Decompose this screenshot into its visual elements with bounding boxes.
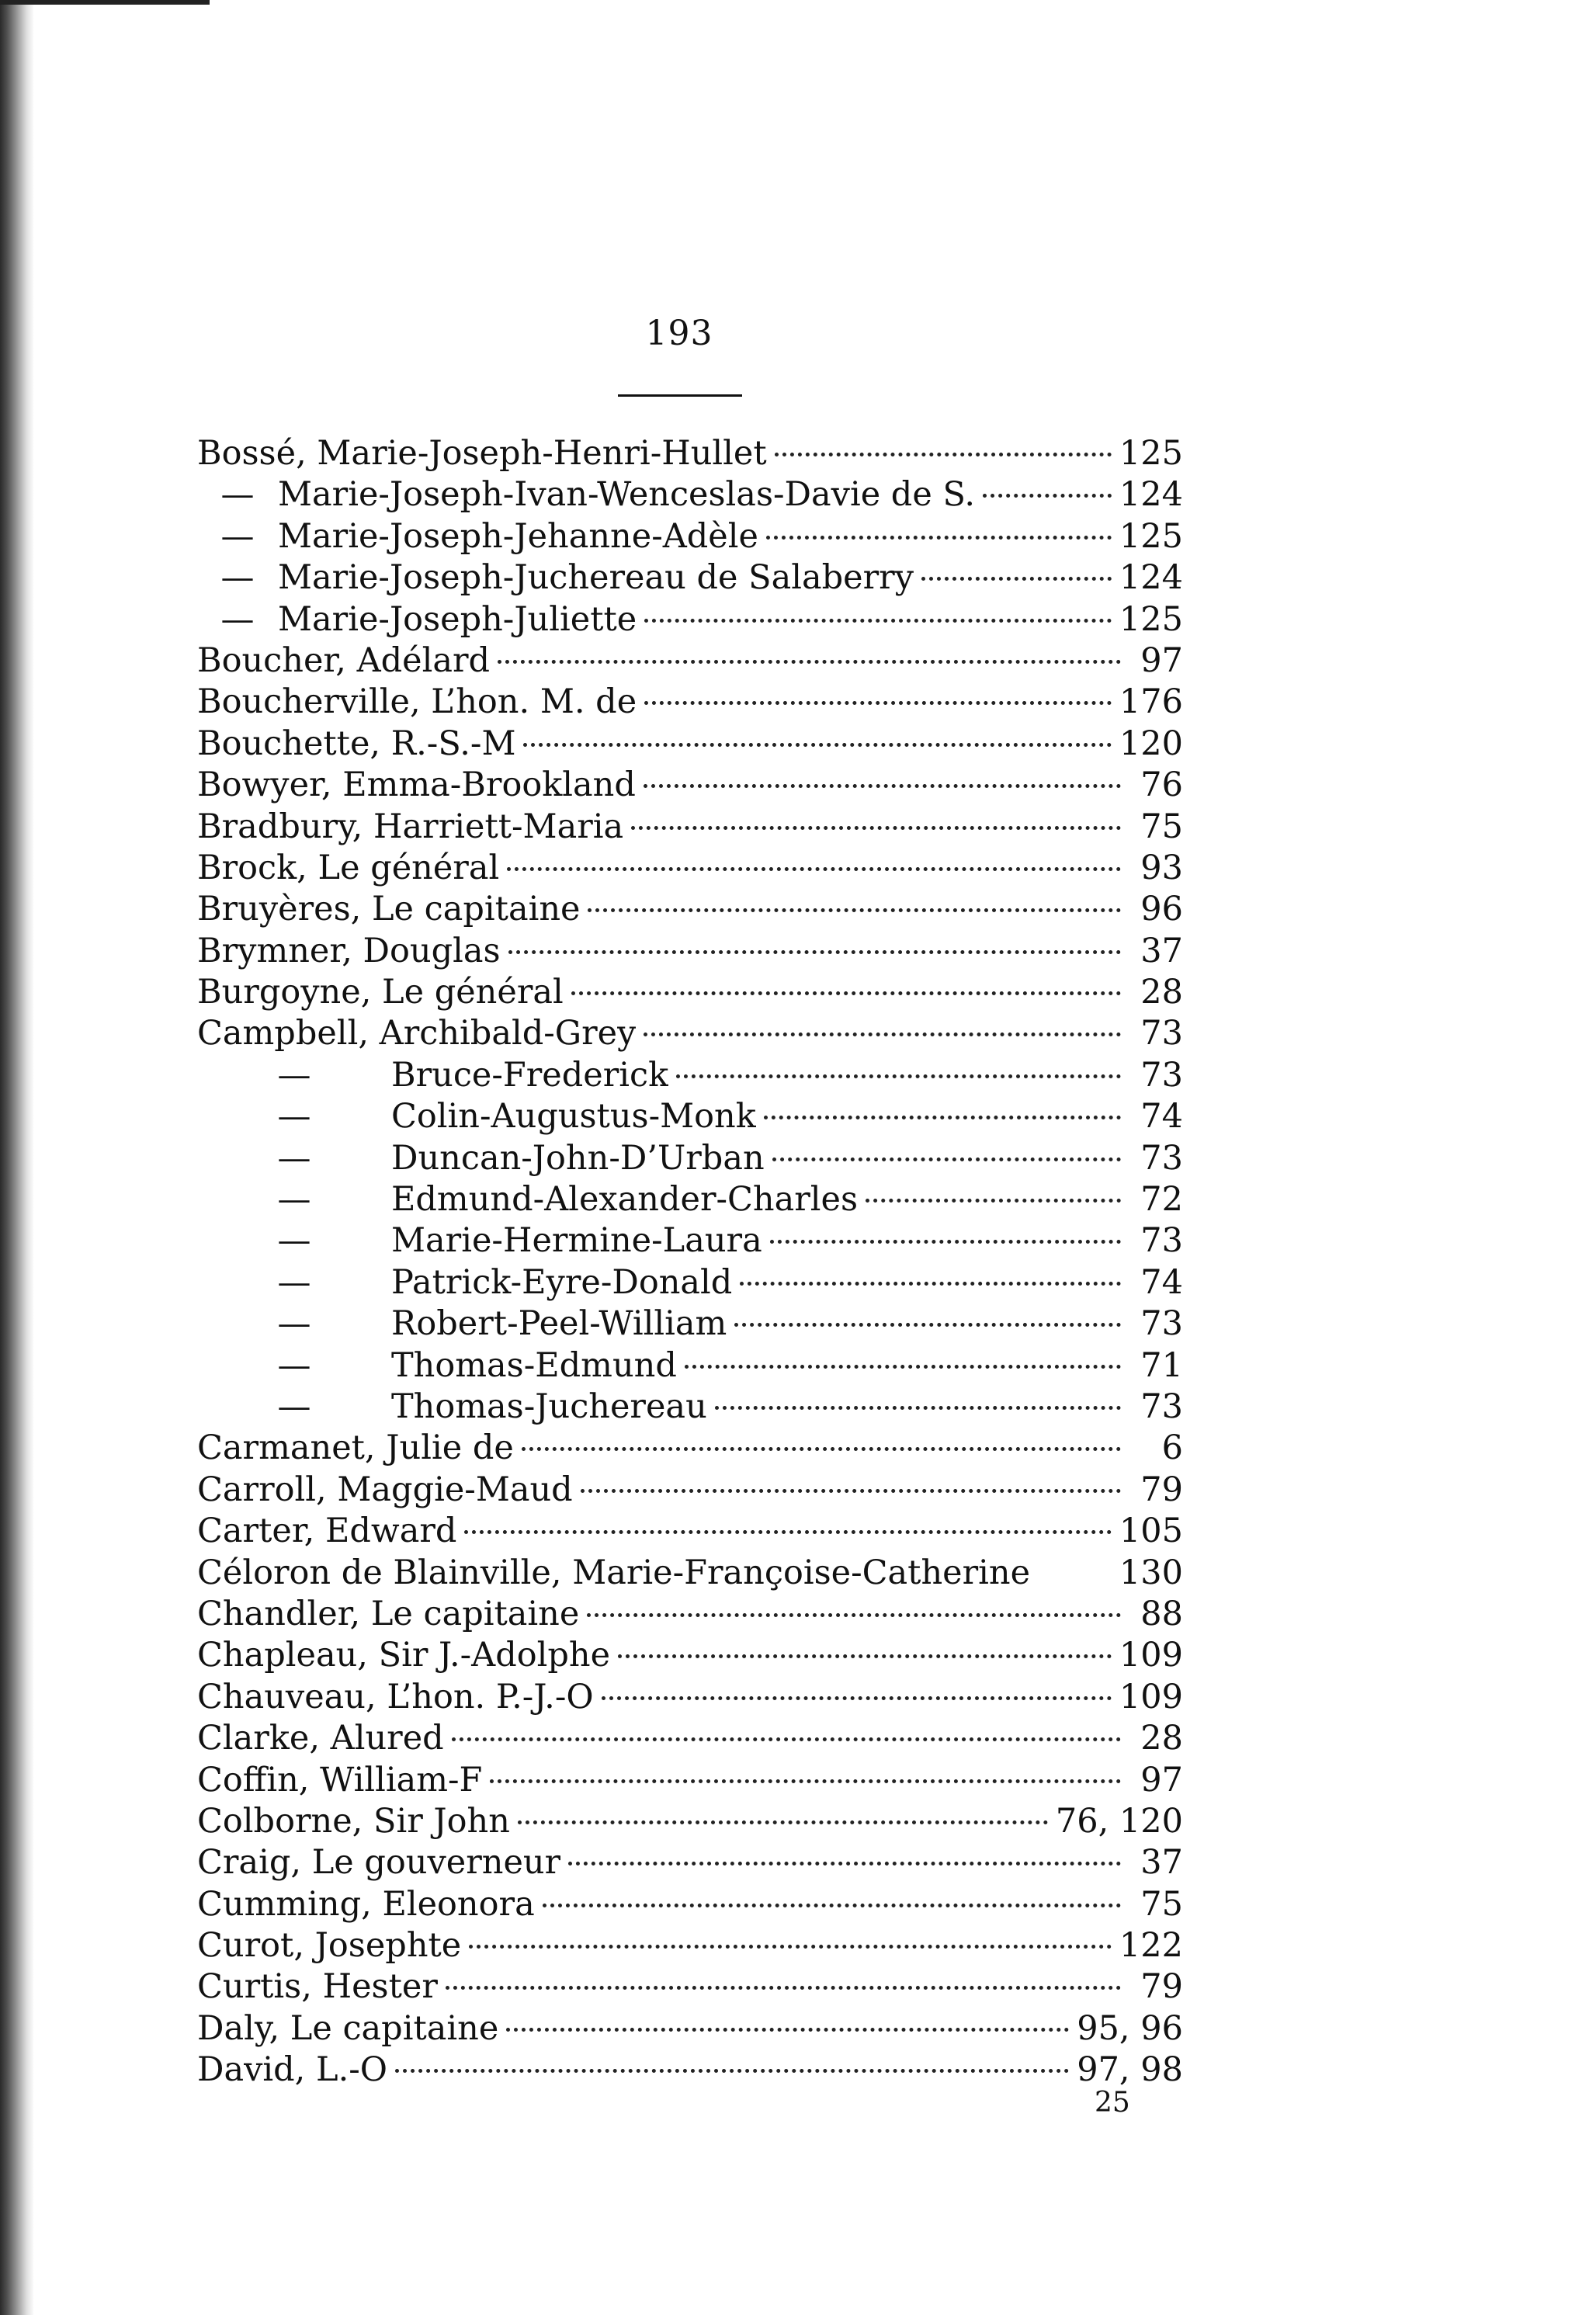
- leader-dots: [507, 867, 1121, 871]
- index-entry: [197, 972, 1183, 1013]
- page-number: 193: [645, 314, 713, 353]
- leader-dots: [734, 1323, 1121, 1327]
- leader-dots: [775, 453, 1112, 456]
- entry-page-number: 109: [1119, 1677, 1183, 1716]
- leader-dots: [446, 1986, 1121, 1990]
- entry-name: Patrick-Eyre-Donald: [391, 1262, 733, 1302]
- ditto-dash: —: [277, 1097, 311, 1137]
- entry-name: Curtis, Hester: [197, 1967, 438, 2007]
- ditto-dash: —: [277, 1138, 311, 1178]
- leader-dots: [571, 991, 1121, 995]
- entry-page-number: 97, 98: [1077, 2050, 1183, 2090]
- leader-dots: [676, 1074, 1121, 1078]
- index-entry: [197, 1801, 1183, 1842]
- leader-dots: [469, 1945, 1112, 1949]
- index-entry: [197, 516, 1183, 557]
- leader-dots: [581, 1489, 1121, 1493]
- entry-page-number: 28: [1140, 1719, 1183, 1758]
- entry-name: Bradbury, Harriett-Maria: [197, 807, 624, 846]
- leader-dots: [588, 908, 1121, 912]
- index-entry: [197, 557, 1183, 599]
- index-entry: [197, 1387, 1183, 1428]
- index-entry: [197, 1842, 1183, 1883]
- leader-dots: [522, 1447, 1121, 1451]
- entry-page-number: 93: [1140, 848, 1183, 887]
- leader-dots: [644, 619, 1112, 623]
- index-entry: [197, 931, 1183, 972]
- entry-page-number: 74: [1140, 1262, 1183, 1302]
- entry-name: Chauveau, L’hon. P.-J.-O: [197, 1677, 594, 1716]
- entry-name: Bruyères, Le capitaine: [197, 890, 581, 929]
- index-entry: [197, 2049, 1183, 2091]
- leader-dots: [490, 1779, 1121, 1783]
- ditto-dash: —: [220, 516, 255, 556]
- leader-dots: [618, 1654, 1112, 1658]
- entry-name: Colborne, Sir John: [197, 1801, 510, 1841]
- ditto-dash: —: [220, 475, 255, 515]
- index-entry: [197, 1138, 1183, 1179]
- entry-page-number: 79: [1140, 1470, 1183, 1509]
- index-entry: [197, 1428, 1183, 1469]
- index-entry: [197, 1013, 1183, 1054]
- leader-dots: [983, 494, 1112, 498]
- entry-page-number: 88: [1140, 1594, 1183, 1633]
- entry-name: Craig, Le gouverneur: [197, 1843, 561, 1883]
- index-entry: [197, 433, 1183, 474]
- entry-page-number: 120: [1119, 724, 1183, 763]
- leader-dots: [523, 743, 1111, 747]
- entry-name: Marie-Joseph-Juliette: [278, 599, 637, 639]
- entry-name: Bowyer, Emma-Brookland: [197, 765, 636, 805]
- entry-page-number: 109: [1119, 1636, 1183, 1675]
- entry-name: Brock, Le général: [197, 848, 500, 887]
- index-entry: [197, 1635, 1183, 1676]
- entry-page-number: 76: [1140, 765, 1183, 805]
- leader-dots: [644, 1033, 1121, 1036]
- entry-page-number: 73: [1140, 1055, 1183, 1095]
- entry-name: Carter, Edward: [197, 1512, 457, 1551]
- entry-page-number: 37: [1140, 1843, 1183, 1883]
- page-top-edge: [0, 0, 210, 5]
- entry-page-number: 76, 120: [1055, 1801, 1183, 1841]
- leader-dots: [644, 784, 1121, 788]
- entry-name: Marie-Hermine-Laura: [391, 1221, 762, 1261]
- index-entry: [197, 765, 1183, 806]
- entry-name: Boucher, Adélard: [197, 640, 491, 680]
- ditto-dash: —: [277, 1387, 311, 1426]
- leader-dots: [740, 1282, 1121, 1286]
- entry-name: David, L.-O: [197, 2050, 388, 2090]
- entry-name: Coffin, William-F: [197, 1760, 483, 1800]
- ditto-dash: —: [277, 1304, 311, 1344]
- entry-page-number: 71: [1140, 1345, 1183, 1385]
- entry-page-number: 96: [1140, 890, 1183, 929]
- leader-dots: [602, 1696, 1112, 1700]
- entry-page-number: 73: [1140, 1387, 1183, 1426]
- entry-name: Marie-Joseph-Ivan-Wenceslas-Davie de S.: [278, 475, 976, 515]
- index-entry: [197, 1884, 1183, 1925]
- leader-dots: [395, 2069, 1069, 2073]
- index-entry: [197, 1925, 1183, 1966]
- entry-name: Chapleau, Sir J.-Adolphe: [197, 1636, 611, 1675]
- entry-name: Marie-Joseph-Juchereau de Salaberry: [278, 558, 914, 598]
- entry-page-number: 79: [1140, 1967, 1183, 2007]
- entry-page-number: 125: [1119, 599, 1183, 639]
- entry-name: Carroll, Maggie-Maud: [197, 1470, 573, 1509]
- entry-page-number: 28: [1140, 973, 1183, 1012]
- entry-name: Brymner, Douglas: [197, 931, 501, 970]
- entry-page-number: 125: [1119, 434, 1183, 473]
- entry-page-number: 73: [1140, 1304, 1183, 1344]
- entry-name: Thomas-Juchereau: [391, 1387, 707, 1426]
- index-entry: [197, 1055, 1183, 1096]
- entry-page-number: 176: [1119, 682, 1183, 722]
- entry-name: Bossé, Marie-Joseph-Henri-Hullet: [197, 434, 767, 473]
- leader-dots: [506, 2028, 1069, 2032]
- entry-name: Chandler, Le capitaine: [197, 1594, 580, 1633]
- entry-page-number: 6: [1161, 1428, 1183, 1468]
- ditto-dash: —: [277, 1180, 311, 1220]
- index-entry: [197, 2008, 1183, 2049]
- entry-page-number: 95, 96: [1077, 2008, 1183, 2048]
- entry-page-number: 105: [1119, 1512, 1183, 1551]
- index-entry: [197, 1718, 1183, 1759]
- entry-name: Campbell, Archibald-Grey: [197, 1014, 637, 1053]
- index-entry: [197, 1677, 1183, 1718]
- entry-page-number: 97: [1140, 1760, 1183, 1800]
- leader-dots: [766, 536, 1112, 540]
- index-entry: [197, 1262, 1183, 1303]
- index-entry: [197, 807, 1183, 848]
- ditto-dash: —: [220, 558, 255, 598]
- entry-page-number: 97: [1140, 640, 1183, 680]
- header-rule: [618, 394, 742, 397]
- entry-page-number: 125: [1119, 516, 1183, 556]
- leader-dots: [508, 950, 1121, 954]
- leader-dots: [498, 660, 1121, 664]
- leader-dots: [715, 1406, 1121, 1410]
- leader-dots: [764, 1116, 1121, 1119]
- ditto-dash: —: [277, 1055, 311, 1095]
- entry-name: Clarke, Alured: [197, 1719, 444, 1758]
- leader-dots: [770, 1240, 1121, 1244]
- leader-dots: [587, 1613, 1121, 1617]
- index-entry: [197, 1220, 1183, 1262]
- entry-page-number: 37: [1140, 931, 1183, 970]
- entry-name: Céloron de Blainville, Marie-Françoise-Catherine: [197, 1553, 1031, 1592]
- entry-page-number: 73: [1140, 1138, 1183, 1178]
- index-entry: [197, 1760, 1183, 1801]
- leader-dots: [644, 701, 1112, 705]
- leader-dots: [631, 826, 1121, 830]
- ditto-dash: —: [277, 1221, 311, 1261]
- entry-name: Thomas-Edmund: [391, 1345, 677, 1385]
- entry-page-number: 73: [1140, 1014, 1183, 1053]
- leader-dots: [464, 1530, 1111, 1534]
- index-entry: [197, 1179, 1183, 1220]
- entry-page-number: 75: [1140, 807, 1183, 846]
- leader-dots: [685, 1365, 1121, 1369]
- entry-name: Colin-Augustus-Monk: [391, 1097, 756, 1137]
- entry-name: Edmund-Alexander-Charles: [391, 1180, 859, 1220]
- index-entry: [197, 848, 1183, 889]
- index-entry: [197, 1553, 1183, 1594]
- index-entry: [197, 682, 1183, 723]
- index-entry: [197, 640, 1183, 682]
- entry-name: Bruce-Frederick: [391, 1055, 669, 1095]
- entry-page-number: 73: [1140, 1221, 1183, 1261]
- index-entry: [197, 889, 1183, 930]
- signature-mark: 25: [1095, 2087, 1130, 2119]
- entry-name: Duncan-John-D’Urban: [391, 1138, 765, 1178]
- entry-page-number: 124: [1119, 475, 1183, 515]
- index-entry: [197, 474, 1183, 515]
- entry-name: Cumming, Eleonora: [197, 1884, 535, 1924]
- entry-name: Curot, Josephte: [197, 1926, 462, 1966]
- entry-page-number: 72: [1140, 1180, 1183, 1220]
- leader-dots: [772, 1158, 1121, 1161]
- entry-name: Marie-Joseph-Jehanne-Adèle: [278, 516, 758, 556]
- entry-name: Burgoyne, Le général: [197, 973, 564, 1012]
- entry-page-number: 130: [1119, 1553, 1183, 1592]
- entry-page-number: 75: [1140, 1884, 1183, 1924]
- index-entry: [197, 1470, 1183, 1511]
- index-entry: [197, 1511, 1183, 1552]
- leader-dots: [543, 1904, 1121, 1907]
- leader-dots: [921, 577, 1112, 581]
- ditto-dash: —: [220, 599, 255, 639]
- index-entry: [197, 1096, 1183, 1137]
- entry-name: Robert-Peel-William: [391, 1304, 727, 1344]
- leader-dots: [518, 1820, 1048, 1824]
- index-entry: [197, 1594, 1183, 1635]
- index-entry: [197, 599, 1183, 640]
- leader-dots: [866, 1199, 1121, 1203]
- index-entry: [197, 724, 1183, 765]
- leader-dots: [568, 1862, 1121, 1866]
- entry-page-number: 124: [1119, 558, 1183, 598]
- entry-name: Carmanet, Julie de: [197, 1428, 514, 1468]
- index-entry: [197, 1966, 1183, 2008]
- index-entry: [197, 1303, 1183, 1345]
- index-entry: [197, 1345, 1183, 1387]
- entry-name: Bouchette, R.-S.-M: [197, 724, 516, 763]
- entry-name: Boucherville, L’hon. M. de: [197, 682, 637, 722]
- leader-dots: [452, 1737, 1121, 1741]
- entry-page-number: 74: [1140, 1097, 1183, 1137]
- entry-name: Daly, Le capitaine: [197, 2008, 499, 2048]
- ditto-dash: —: [277, 1345, 311, 1385]
- ditto-dash: —: [277, 1262, 311, 1302]
- entry-page-number: 122: [1119, 1926, 1183, 1966]
- index-list: [197, 433, 1183, 2091]
